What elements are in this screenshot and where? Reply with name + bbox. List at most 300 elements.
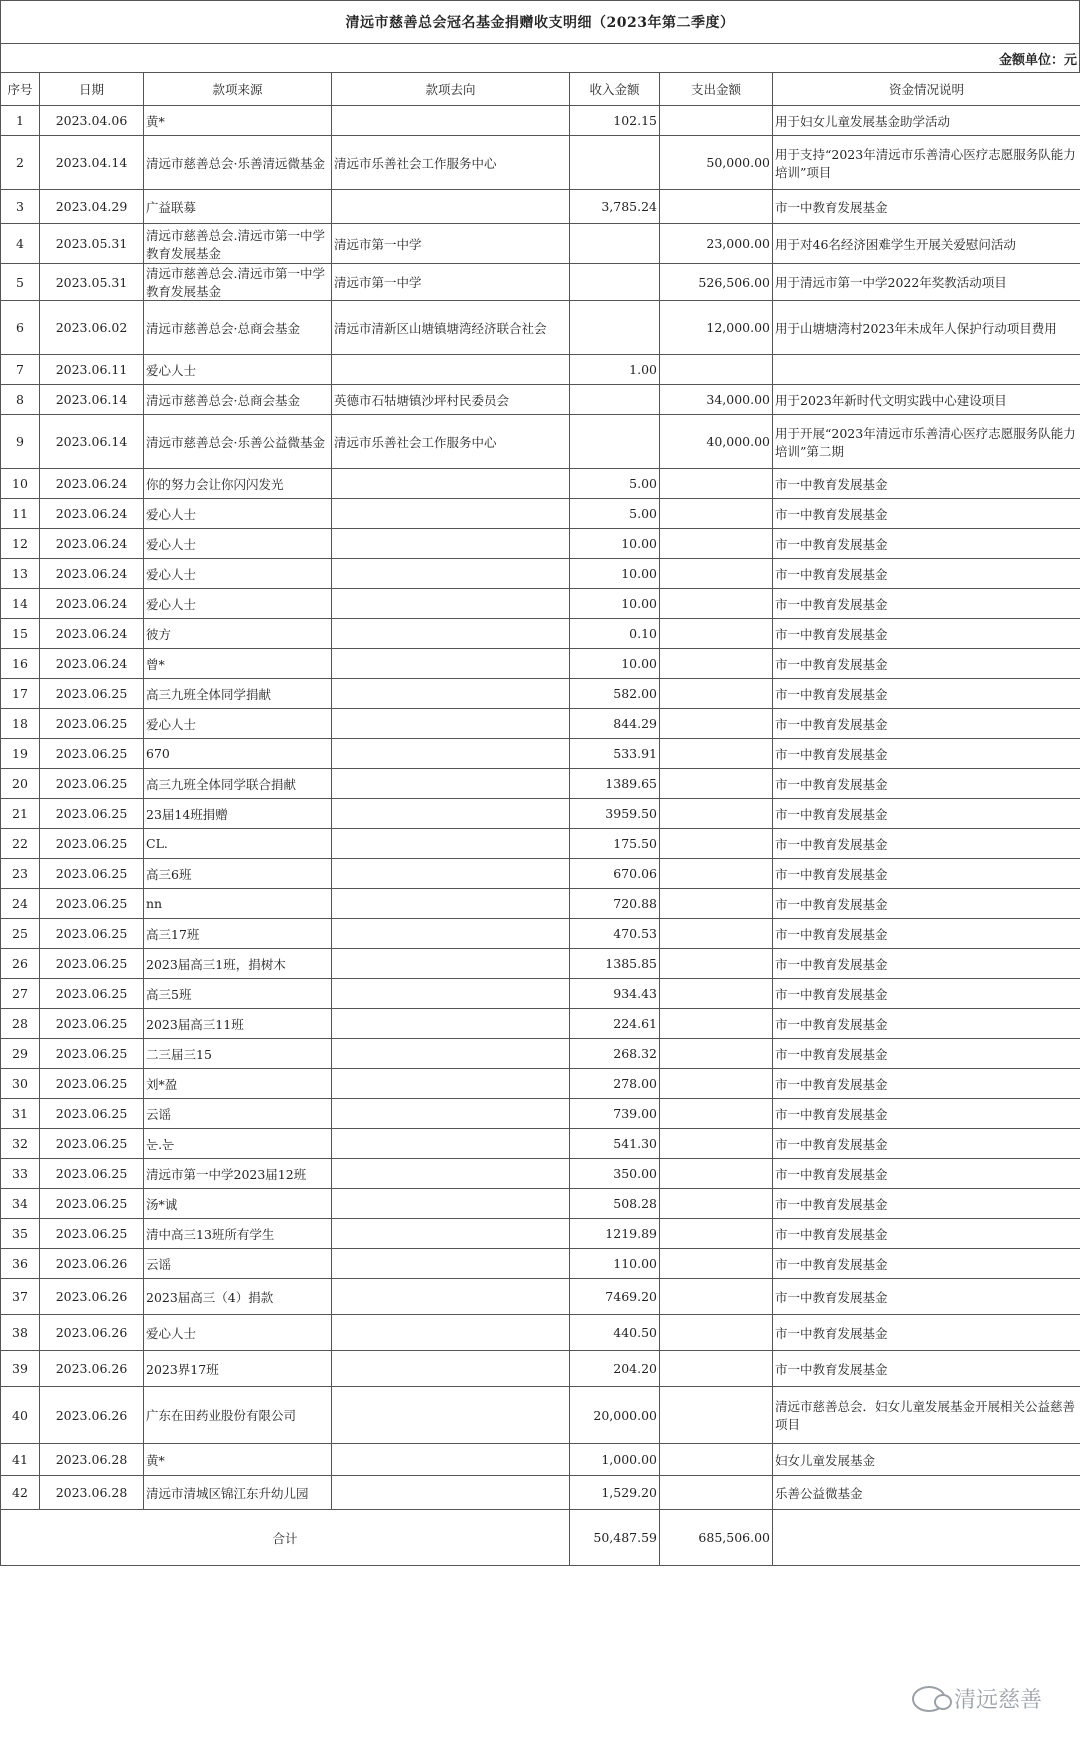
- cell-destination: [332, 1444, 570, 1476]
- cell-source: 清远市慈善总会·总商会基金: [144, 301, 332, 355]
- cell-date: 2023.06.25: [40, 1069, 144, 1099]
- cell-income: [570, 415, 660, 469]
- table-row: [1, 1039, 1080, 1069]
- cell-income: 440.50: [570, 1315, 660, 1351]
- cell-expense: [660, 1039, 773, 1069]
- cell-date: 2023.06.25: [40, 1129, 144, 1159]
- cell-expense: [660, 190, 773, 224]
- table-row: [1, 589, 1080, 619]
- cell-source: 2023届高三1班，捐树木: [144, 949, 332, 979]
- cell-income: 5.00: [570, 499, 660, 529]
- cell-index: 40: [1, 1387, 40, 1444]
- cell-index: 36: [1, 1249, 40, 1279]
- cell-description: 用于山塘塘湾村2023年未成年人保护行动项目费用: [773, 301, 1080, 355]
- cell-destination: [332, 679, 570, 709]
- cell-date: 2023.06.24: [40, 529, 144, 559]
- cell-expense: [660, 559, 773, 589]
- cell-description: 用于开展“2023年清远市乐善清心医疗志愿服务队能力培训”第二期: [773, 415, 1080, 469]
- cell-income: 844.29: [570, 709, 660, 739]
- cell-description: 市一中教育发展基金: [773, 1129, 1080, 1159]
- cell-date: 2023.06.25: [40, 829, 144, 859]
- cell-date: 2023.06.25: [40, 679, 144, 709]
- cell-destination: [332, 979, 570, 1009]
- cell-source: 清远市慈善总会·乐善公益微基金: [144, 415, 332, 469]
- cell-source: 高三九班全体同学联合捐献: [144, 769, 332, 799]
- cell-expense: [660, 1444, 773, 1476]
- cell-destination: [332, 1351, 570, 1387]
- cell-index: 4: [1, 224, 40, 264]
- cell-date: 2023.06.25: [40, 1039, 144, 1069]
- page-title: 清远市慈善总会冠名基金捐赠收支明细（2023年第二季度）: [0, 0, 1080, 44]
- cell-description: 市一中教育发展基金: [773, 1069, 1080, 1099]
- table-row: [1, 1279, 1080, 1315]
- cell-income: [570, 136, 660, 190]
- header-index: 序号: [1, 73, 40, 106]
- table-row: [1, 829, 1080, 859]
- cell-date: 2023.06.25: [40, 919, 144, 949]
- cell-income: 102.15: [570, 106, 660, 136]
- cell-destination: [332, 1315, 570, 1351]
- cell-index: 26: [1, 949, 40, 979]
- cell-income: [570, 301, 660, 355]
- cell-expense: [660, 1159, 773, 1189]
- cell-index: 13: [1, 559, 40, 589]
- cell-expense: [660, 949, 773, 979]
- cell-index: 42: [1, 1476, 40, 1510]
- cell-index: 8: [1, 385, 40, 415]
- cell-index: 6: [1, 301, 40, 355]
- cell-expense: [660, 589, 773, 619]
- cell-description: 市一中教育发展基金: [773, 589, 1080, 619]
- cell-income: 533.91: [570, 739, 660, 769]
- cell-source: 汤*诚: [144, 1189, 332, 1219]
- cell-date: 2023.06.25: [40, 1099, 144, 1129]
- cell-expense: [660, 1315, 773, 1351]
- cell-description: 市一中教育发展基金: [773, 1219, 1080, 1249]
- cell-expense: [660, 1129, 773, 1159]
- cell-expense: [660, 106, 773, 136]
- cell-expense: [660, 1009, 773, 1039]
- cell-description: 市一中教育发展基金: [773, 649, 1080, 679]
- cell-index: 39: [1, 1351, 40, 1387]
- cell-source: 高三6班: [144, 859, 332, 889]
- cell-description: 市一中教育发展基金: [773, 1159, 1080, 1189]
- cell-description: 市一中教育发展基金: [773, 769, 1080, 799]
- table-row: [1, 739, 1080, 769]
- table-row: [1, 301, 1080, 355]
- watermark: [912, 1683, 1042, 1714]
- cell-date: 2023.06.24: [40, 619, 144, 649]
- cell-index: 35: [1, 1219, 40, 1249]
- cell-date: 2023.06.26: [40, 1249, 144, 1279]
- total-description: [773, 1510, 1080, 1566]
- cell-income: 1219.89: [570, 1219, 660, 1249]
- cell-expense: 23,000.00: [660, 224, 773, 264]
- table-row: [1, 1315, 1080, 1351]
- cell-income: 541.30: [570, 1129, 660, 1159]
- cell-source: 云谣: [144, 1249, 332, 1279]
- cell-destination: [332, 1129, 570, 1159]
- cell-destination: [332, 649, 570, 679]
- cell-source: 爱心人士: [144, 589, 332, 619]
- cell-description: 市一中教育发展基金: [773, 1315, 1080, 1351]
- cell-date: 2023.06.24: [40, 499, 144, 529]
- cell-income: 20,000.00: [570, 1387, 660, 1444]
- cell-description: 市一中教育发展基金: [773, 859, 1080, 889]
- table-row: [1, 979, 1080, 1009]
- cell-income: 224.61: [570, 1009, 660, 1039]
- cell-income: 3,785.24: [570, 190, 660, 224]
- cell-income: 10.00: [570, 559, 660, 589]
- cell-destination: [332, 709, 570, 739]
- cell-destination: [332, 1039, 570, 1069]
- cell-source: 黄*: [144, 106, 332, 136]
- cell-expense: [660, 919, 773, 949]
- cell-destination: [332, 1387, 570, 1444]
- cell-source: 2023界17班: [144, 1351, 332, 1387]
- cell-date: 2023.06.14: [40, 415, 144, 469]
- cell-date: 2023.06.11: [40, 355, 144, 385]
- cell-index: 29: [1, 1039, 40, 1069]
- cell-income: 1385.85: [570, 949, 660, 979]
- table-row: [1, 889, 1080, 919]
- cell-source: 黄*: [144, 1444, 332, 1476]
- cell-date: 2023.06.24: [40, 469, 144, 499]
- table-row: [1, 649, 1080, 679]
- cell-source: 爱心人士: [144, 499, 332, 529]
- cell-expense: 50,000.00: [660, 136, 773, 190]
- table-row: [1, 1476, 1080, 1510]
- cell-index: 18: [1, 709, 40, 739]
- cell-source: 670: [144, 739, 332, 769]
- cell-index: 21: [1, 799, 40, 829]
- header-source: 款项来源: [144, 73, 332, 106]
- header-expense: 支出金额: [660, 73, 773, 106]
- cell-income: 739.00: [570, 1099, 660, 1129]
- total-income: 50,487.59: [570, 1510, 660, 1566]
- cell-destination: [332, 469, 570, 499]
- cell-destination: [332, 355, 570, 385]
- cell-index: 1: [1, 106, 40, 136]
- cell-description: 市一中教育发展基金: [773, 1039, 1080, 1069]
- cell-income: [570, 264, 660, 301]
- cell-destination: 清远市第一中学: [332, 264, 570, 301]
- cell-index: 28: [1, 1009, 40, 1039]
- cell-index: 23: [1, 859, 40, 889]
- cell-index: 22: [1, 829, 40, 859]
- cell-income: 204.20: [570, 1351, 660, 1387]
- cell-source: 高三九班全体同学捐献: [144, 679, 332, 709]
- cell-source: CL.: [144, 829, 332, 859]
- cell-description: 市一中教育发展基金: [773, 499, 1080, 529]
- cell-source: 清远市慈善总会·总商会基金: [144, 385, 332, 415]
- table-row: [1, 769, 1080, 799]
- table-row: [1, 385, 1080, 415]
- cell-source: nn: [144, 889, 332, 919]
- cell-expense: [660, 859, 773, 889]
- cell-expense: [660, 1476, 773, 1510]
- cell-income: 670.06: [570, 859, 660, 889]
- cell-description: 市一中教育发展基金: [773, 1249, 1080, 1279]
- total-row: [1, 1510, 1080, 1566]
- cell-source: 2023届高三（4）捐款: [144, 1279, 332, 1315]
- table-row: [1, 469, 1080, 499]
- table-header-row: [1, 73, 1080, 106]
- cell-income: 1,529.20: [570, 1476, 660, 1510]
- cell-source: 爱心人士: [144, 1315, 332, 1351]
- cell-description: 市一中教育发展基金: [773, 559, 1080, 589]
- cell-date: 2023.06.25: [40, 769, 144, 799]
- cell-index: 32: [1, 1129, 40, 1159]
- cell-index: 37: [1, 1279, 40, 1315]
- cell-destination: 清远市乐善社会工作服务中心: [332, 415, 570, 469]
- cell-source: 云谣: [144, 1099, 332, 1129]
- cell-index: 15: [1, 619, 40, 649]
- cell-description: 乐善公益微基金: [773, 1476, 1080, 1510]
- cell-date: 2023.06.26: [40, 1351, 144, 1387]
- cell-source: 爱心人士: [144, 355, 332, 385]
- cell-description: 市一中教育发展基金: [773, 1009, 1080, 1039]
- cell-date: 2023.06.25: [40, 799, 144, 829]
- cell-description: 用于清远市第一中学2022年奖教活动项目: [773, 264, 1080, 301]
- cell-income: 7469.20: [570, 1279, 660, 1315]
- cell-date: 2023.06.02: [40, 301, 144, 355]
- cell-description: 市一中教育发展基金: [773, 469, 1080, 499]
- cell-expense: 12,000.00: [660, 301, 773, 355]
- cell-date: 2023.06.28: [40, 1444, 144, 1476]
- table-row: [1, 1189, 1080, 1219]
- cell-description: 用于对46名经济困难学生开展关爱慰问活动: [773, 224, 1080, 264]
- cell-expense: [660, 889, 773, 919]
- cell-description: 市一中教育发展基金: [773, 1351, 1080, 1387]
- cell-expense: [660, 1249, 773, 1279]
- cell-income: 10.00: [570, 649, 660, 679]
- cell-destination: [332, 1069, 570, 1099]
- cell-destination: 清远市清新区山塘镇塘湾经济联合社会: [332, 301, 570, 355]
- cell-description: 市一中教育发展基金: [773, 799, 1080, 829]
- cell-source: 눈.눈: [144, 1129, 332, 1159]
- cell-index: 30: [1, 1069, 40, 1099]
- cell-date: 2023.06.25: [40, 1009, 144, 1039]
- cell-source: 清中高三13班所有学生: [144, 1219, 332, 1249]
- table-row: [1, 264, 1080, 301]
- cell-date: 2023.06.24: [40, 559, 144, 589]
- cell-destination: [332, 829, 570, 859]
- table-row: [1, 355, 1080, 385]
- cell-expense: [660, 1099, 773, 1129]
- header-date: 日期: [40, 73, 144, 106]
- cell-expense: [660, 709, 773, 739]
- table-row: [1, 1069, 1080, 1099]
- cell-destination: [332, 949, 570, 979]
- table-row: [1, 859, 1080, 889]
- cell-description: 妇女儿童发展基金: [773, 1444, 1080, 1476]
- cell-index: 17: [1, 679, 40, 709]
- table-row: [1, 499, 1080, 529]
- cell-income: 5.00: [570, 469, 660, 499]
- cell-description: 用于妇女儿童发展基金助学活动: [773, 106, 1080, 136]
- cell-date: 2023.06.24: [40, 649, 144, 679]
- cell-expense: [660, 619, 773, 649]
- total-expense: 685,506.00: [660, 1510, 773, 1566]
- cell-source: 高三17班: [144, 919, 332, 949]
- table-row: [1, 919, 1080, 949]
- donation-table: [0, 72, 1080, 1566]
- cell-expense: [660, 1351, 773, 1387]
- cell-income: [570, 385, 660, 415]
- table-row: [1, 559, 1080, 589]
- cell-income: 110.00: [570, 1249, 660, 1279]
- cell-income: 508.28: [570, 1189, 660, 1219]
- header-description: 资金情况说明: [773, 73, 1080, 106]
- cell-date: 2023.06.25: [40, 709, 144, 739]
- table-row: [1, 949, 1080, 979]
- cell-expense: [660, 679, 773, 709]
- table-row: [1, 1387, 1080, 1444]
- cell-expense: [660, 355, 773, 385]
- cell-expense: [660, 1189, 773, 1219]
- table-row: [1, 190, 1080, 224]
- cell-description: 清远市慈善总会．妇女儿童发展基金开展相关公益慈善项目: [773, 1387, 1080, 1444]
- cell-income: 0.10: [570, 619, 660, 649]
- cell-date: 2023.06.26: [40, 1387, 144, 1444]
- cell-source: 清远市慈善总会.清远市第一中学教育发展基金: [144, 264, 332, 301]
- cell-description: 市一中教育发展基金: [773, 979, 1080, 1009]
- header-income: 收入金额: [570, 73, 660, 106]
- cell-income: 268.32: [570, 1039, 660, 1069]
- cell-income: 934.43: [570, 979, 660, 1009]
- cell-index: 24: [1, 889, 40, 919]
- cell-index: 12: [1, 529, 40, 559]
- cell-source: 高三5班: [144, 979, 332, 1009]
- cell-date: 2023.06.25: [40, 979, 144, 1009]
- cell-index: 19: [1, 739, 40, 769]
- cell-expense: 40,000.00: [660, 415, 773, 469]
- cell-source: 2023届高三11班: [144, 1009, 332, 1039]
- table-row: [1, 799, 1080, 829]
- cell-description: 市一中教育发展基金: [773, 709, 1080, 739]
- cell-index: 33: [1, 1159, 40, 1189]
- header-destination: 款项去向: [332, 73, 570, 106]
- cell-source: 二三届三15: [144, 1039, 332, 1069]
- cell-income: 10.00: [570, 589, 660, 619]
- cell-source: 广益联募: [144, 190, 332, 224]
- cell-destination: [332, 1009, 570, 1039]
- cell-date: 2023.06.25: [40, 949, 144, 979]
- cell-destination: [332, 499, 570, 529]
- cell-date: 2023.06.26: [40, 1315, 144, 1351]
- cell-date: 2023.06.28: [40, 1476, 144, 1510]
- cell-income: 10.00: [570, 529, 660, 559]
- cell-date: 2023.06.25: [40, 1189, 144, 1219]
- cell-destination: [332, 1099, 570, 1129]
- table-row: [1, 1444, 1080, 1476]
- cell-expense: 526,506.00: [660, 264, 773, 301]
- table-row: [1, 619, 1080, 649]
- cell-destination: 清远市乐善社会工作服务中心: [332, 136, 570, 190]
- watermark-text: 清远慈善: [953, 1688, 1042, 1713]
- cell-description: 市一中教育发展基金: [773, 529, 1080, 559]
- cell-index: 38: [1, 1315, 40, 1351]
- cell-description: 市一中教育发展基金: [773, 739, 1080, 769]
- cell-description: 市一中教育发展基金: [773, 619, 1080, 649]
- table-row: [1, 106, 1080, 136]
- cell-expense: [660, 499, 773, 529]
- unit-label: 金额单位：元: [998, 52, 1077, 68]
- cell-date: 2023.05.31: [40, 224, 144, 264]
- cell-date: 2023.04.29: [40, 190, 144, 224]
- cell-destination: [332, 919, 570, 949]
- cell-index: 16: [1, 649, 40, 679]
- cell-date: 2023.04.14: [40, 136, 144, 190]
- cell-index: 11: [1, 499, 40, 529]
- cell-destination: [332, 799, 570, 829]
- cell-index: 10: [1, 469, 40, 499]
- cell-description: 用于支持“2023年清远市乐善清心医疗志愿服务队能力培训”项目: [773, 136, 1080, 190]
- cell-date: 2023.04.06: [40, 106, 144, 136]
- cell-destination: [332, 739, 570, 769]
- table-row: [1, 1219, 1080, 1249]
- cell-expense: [660, 1069, 773, 1099]
- cell-date: 2023.05.31: [40, 264, 144, 301]
- cell-destination: [332, 1279, 570, 1315]
- cell-index: 31: [1, 1099, 40, 1129]
- cell-date: 2023.06.25: [40, 859, 144, 889]
- cell-income: 175.50: [570, 829, 660, 859]
- cell-date: 2023.06.24: [40, 589, 144, 619]
- cell-index: 2: [1, 136, 40, 190]
- cell-index: 34: [1, 1189, 40, 1219]
- cell-source: 爱心人士: [144, 529, 332, 559]
- table-row: [1, 529, 1080, 559]
- cell-description: 市一中教育发展基金: [773, 949, 1080, 979]
- cell-source: 彼方: [144, 619, 332, 649]
- cell-income: 278.00: [570, 1069, 660, 1099]
- cell-date: 2023.06.14: [40, 385, 144, 415]
- cell-source: 23届14班捐赠: [144, 799, 332, 829]
- cell-date: 2023.06.25: [40, 739, 144, 769]
- table-row: [1, 415, 1080, 469]
- cell-destination: [332, 1219, 570, 1249]
- cell-income: 582.00: [570, 679, 660, 709]
- cell-destination: [332, 889, 570, 919]
- total-label: 合计: [1, 1510, 570, 1566]
- cell-date: 2023.06.26: [40, 1279, 144, 1315]
- cell-description: 市一中教育发展基金: [773, 919, 1080, 949]
- cell-description: 市一中教育发展基金: [773, 1099, 1080, 1129]
- wechat-icon: [912, 1686, 946, 1712]
- cell-description: 市一中教育发展基金: [773, 1279, 1080, 1315]
- cell-expense: [660, 799, 773, 829]
- cell-description: 市一中教育发展基金: [773, 679, 1080, 709]
- cell-destination: 清远市第一中学: [332, 224, 570, 264]
- cell-source: 清远市慈善总会.清远市第一中学教育发展基金: [144, 224, 332, 264]
- cell-income: [570, 224, 660, 264]
- cell-index: 20: [1, 769, 40, 799]
- cell-source: 清远市清城区锦江东升幼儿园: [144, 1476, 332, 1510]
- cell-expense: [660, 979, 773, 1009]
- table-row: [1, 224, 1080, 264]
- cell-income: 470.53: [570, 919, 660, 949]
- table-row: [1, 1351, 1080, 1387]
- cell-source: 曾*: [144, 649, 332, 679]
- cell-destination: [332, 1159, 570, 1189]
- cell-destination: [332, 859, 570, 889]
- cell-destination: 英德市石牯塘镇沙坪村民委员会: [332, 385, 570, 415]
- cell-expense: [660, 649, 773, 679]
- cell-expense: [660, 469, 773, 499]
- cell-source: 爱心人士: [144, 559, 332, 589]
